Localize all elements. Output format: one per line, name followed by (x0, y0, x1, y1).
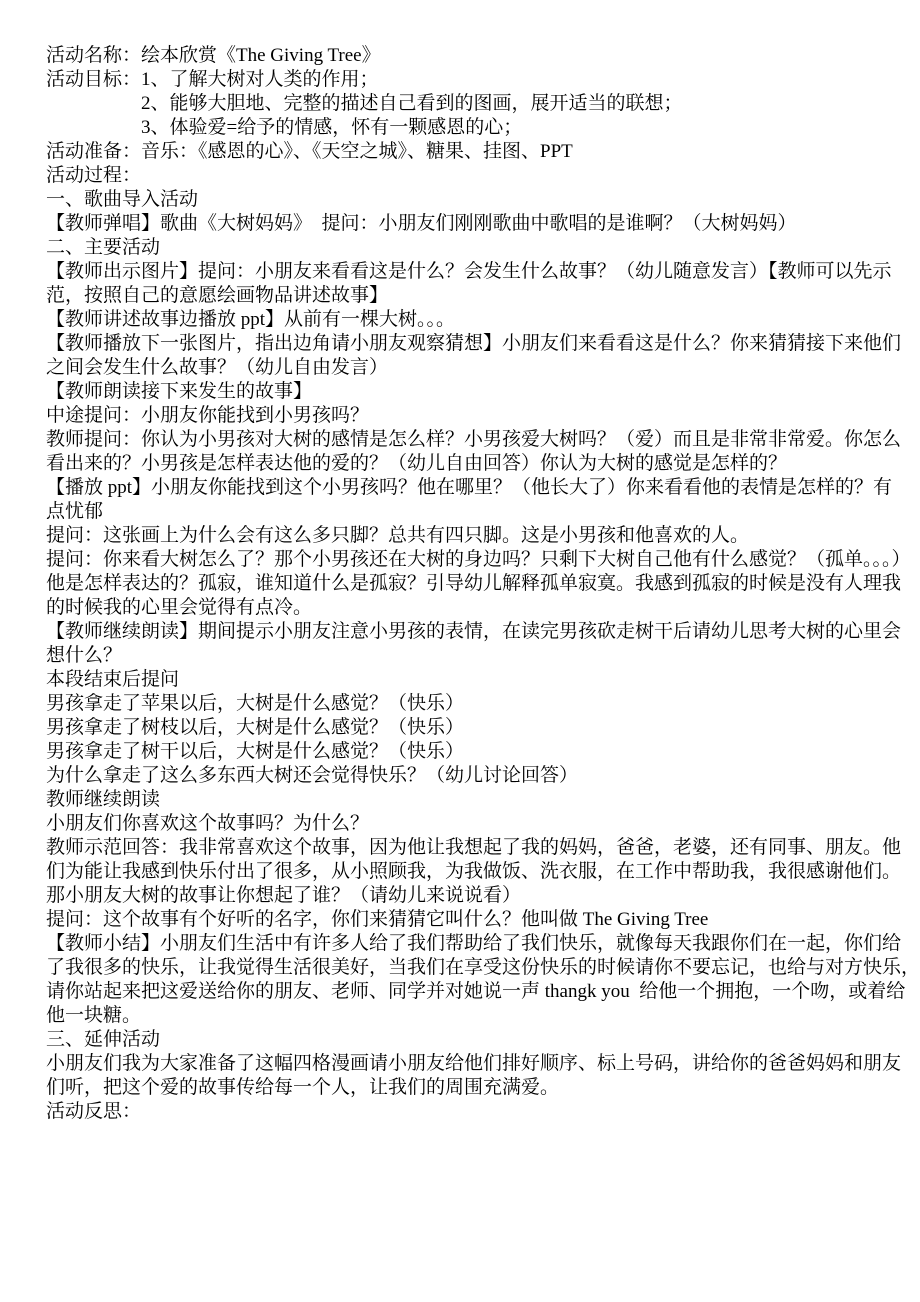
text-line: 提问：这张画上为什么会有这么多只脚？总共有四只脚。这是小男孩和他喜欢的人。 (46, 525, 750, 546)
text-line: 【教师朗读接下来发生的故事】 (46, 381, 313, 402)
text-line: 小朋友们我为大家准备了这幅四格漫画请小朋友给他们排好顺序、标上号码，讲给你的爸爸妈妈和朋友 (46, 1053, 902, 1074)
text-line: 活动反思： (46, 1101, 142, 1122)
text-line: 范，按照自己的意愿绘画物品讲述故事】 (46, 285, 389, 306)
lesson-plan-text (46, 44, 920, 1124)
text-line: 他一块糖。 (46, 1005, 142, 1026)
text-line: 的时候我的心里会觉得有点冷。 (46, 597, 313, 618)
text-line: 提问：这个故事有个好听的名字，你们来猜猜它叫什么？他叫做 The Giving Tree (46, 909, 709, 930)
text-line: 【教师出示图片】提问：小朋友来看看这是什么？会发生什么故事？（幼儿随意发言）【教师可以先示 (46, 261, 892, 282)
text-line: 二、主要活动 (46, 237, 161, 258)
text-line: 点忧郁 (46, 501, 104, 522)
text-line: 男孩拿走了树干以后，大树是什么感觉？（快乐） (46, 741, 465, 762)
text-line: 教师示范回答：我非常喜欢这个故事，因为他让我想起了我的妈妈，爸爸，老婆，还有同事、朋友。他 (46, 837, 902, 858)
text-line: 想什么？ (46, 645, 123, 666)
text-line: 了我很多的快乐，让我觉得生活很美好，当我们在享受这份快乐的时候请你不要忘记，也给与对方快乐， (46, 957, 920, 978)
text-line: 他是怎样表达的？孤寂，谁知道什么是孤寂？引导幼儿解释孤单寂寞。我感到孤寂的时候是没有人理我 (46, 573, 902, 594)
text-line: 三、延伸活动 (46, 1029, 161, 1050)
text-line: 【教师弹唱】歌曲《大树妈妈》 提问：小朋友们刚刚歌曲中歌唱的是谁啊？（大树妈妈） (46, 213, 797, 234)
text-line: 2、能够大胆地、完整的描述自己看到的图画，展开适当的联想； (141, 93, 683, 114)
text-line: 【教师播放下一张图片，指出边角请小朋友观察猜想】小朋友们来看看这是什么？你来猜猜接下来他们 (46, 333, 902, 354)
text-line: 活动名称：绘本欣赏《The Giving Tree》 (46, 45, 381, 66)
text-line: 男孩拿走了树枝以后，大树是什么感觉？（快乐） (46, 717, 465, 738)
text-line: 为什么拿走了这么多东西大树还会觉得快乐？（幼儿讨论回答） (46, 765, 579, 786)
text-line: 小朋友们你喜欢这个故事吗？为什么？ (46, 813, 370, 834)
text-line: 活动准备：音乐：《感恩的心》、《天空之城》、糖果、挂图、PPT (46, 141, 573, 162)
text-line: 【教师讲述故事边播放 ppt】从前有一棵大树。。。 (46, 309, 456, 330)
text-line: 中途提问：小朋友你能找到小男孩吗？ (46, 405, 370, 426)
text-line: 本段结束后提问 (46, 669, 180, 690)
text-line: 请你站起来把这爱送给你的朋友、老师、同学并对她说一声 thangk you 给他一个拥抱，一个吻，或着给 (46, 981, 906, 1002)
text-line: 提问：你来看大树怎么了？那个小男孩还在大树的身边吗？只剩下大树自己他有什么感觉？（孤单。。。） (46, 549, 911, 570)
text-line: 活动目标：1、了解大树对人类的作用； (46, 69, 379, 90)
text-line: 男孩拿走了苹果以后，大树是什么感觉？（快乐） (46, 693, 465, 714)
text-line: 教师继续朗读 (46, 789, 161, 810)
text-line: 【播放 ppt】小朋友你能找到这个小男孩吗？他在哪里？（他长大了）你来看看他的表情是怎样的？有 (46, 477, 893, 498)
text-line: 那小朋友大树的故事让你想起了谁？（请幼儿来说说看） (46, 885, 522, 906)
text-line: 教师提问：你认为小男孩对大树的感情是怎么样？小男孩爱大树吗？（爱）而且是非常非常爱。你怎么 (46, 429, 902, 450)
text-line: 一、歌曲导入活动 (46, 189, 199, 210)
text-line: 【教师小结】小朋友们生活中有许多人给了我们帮助给了我们快乐，就像每天我跟你们在一起，你们给 (46, 933, 902, 954)
text-line: 看出来的？小男孩是怎样表达他的爱的？（幼儿自由回答）你认为大树的感觉是怎样的？ (46, 453, 788, 474)
text-line: 【教师继续朗读】期间提示小朋友注意小男孩的表情，在读完男孩砍走树干后请幼儿思考大树的心里会 (46, 621, 902, 642)
text-line: 们听，把这个爱的故事传给每一个人，让我们的周围充满爱。 (46, 1077, 560, 1098)
text-line: 们为能让我感到快乐付出了很多，从小照顾我，为我做饭、洗衣服，在工作中帮助我，我很感谢他们。 (46, 861, 902, 882)
text-line: 之间会发生什么故事？（幼儿自由发言） (46, 357, 389, 378)
text-line: 活动过程： (46, 165, 142, 186)
text-line: 3、体验爱=给予的情感，怀有一颗感恩的心； (141, 117, 523, 138)
